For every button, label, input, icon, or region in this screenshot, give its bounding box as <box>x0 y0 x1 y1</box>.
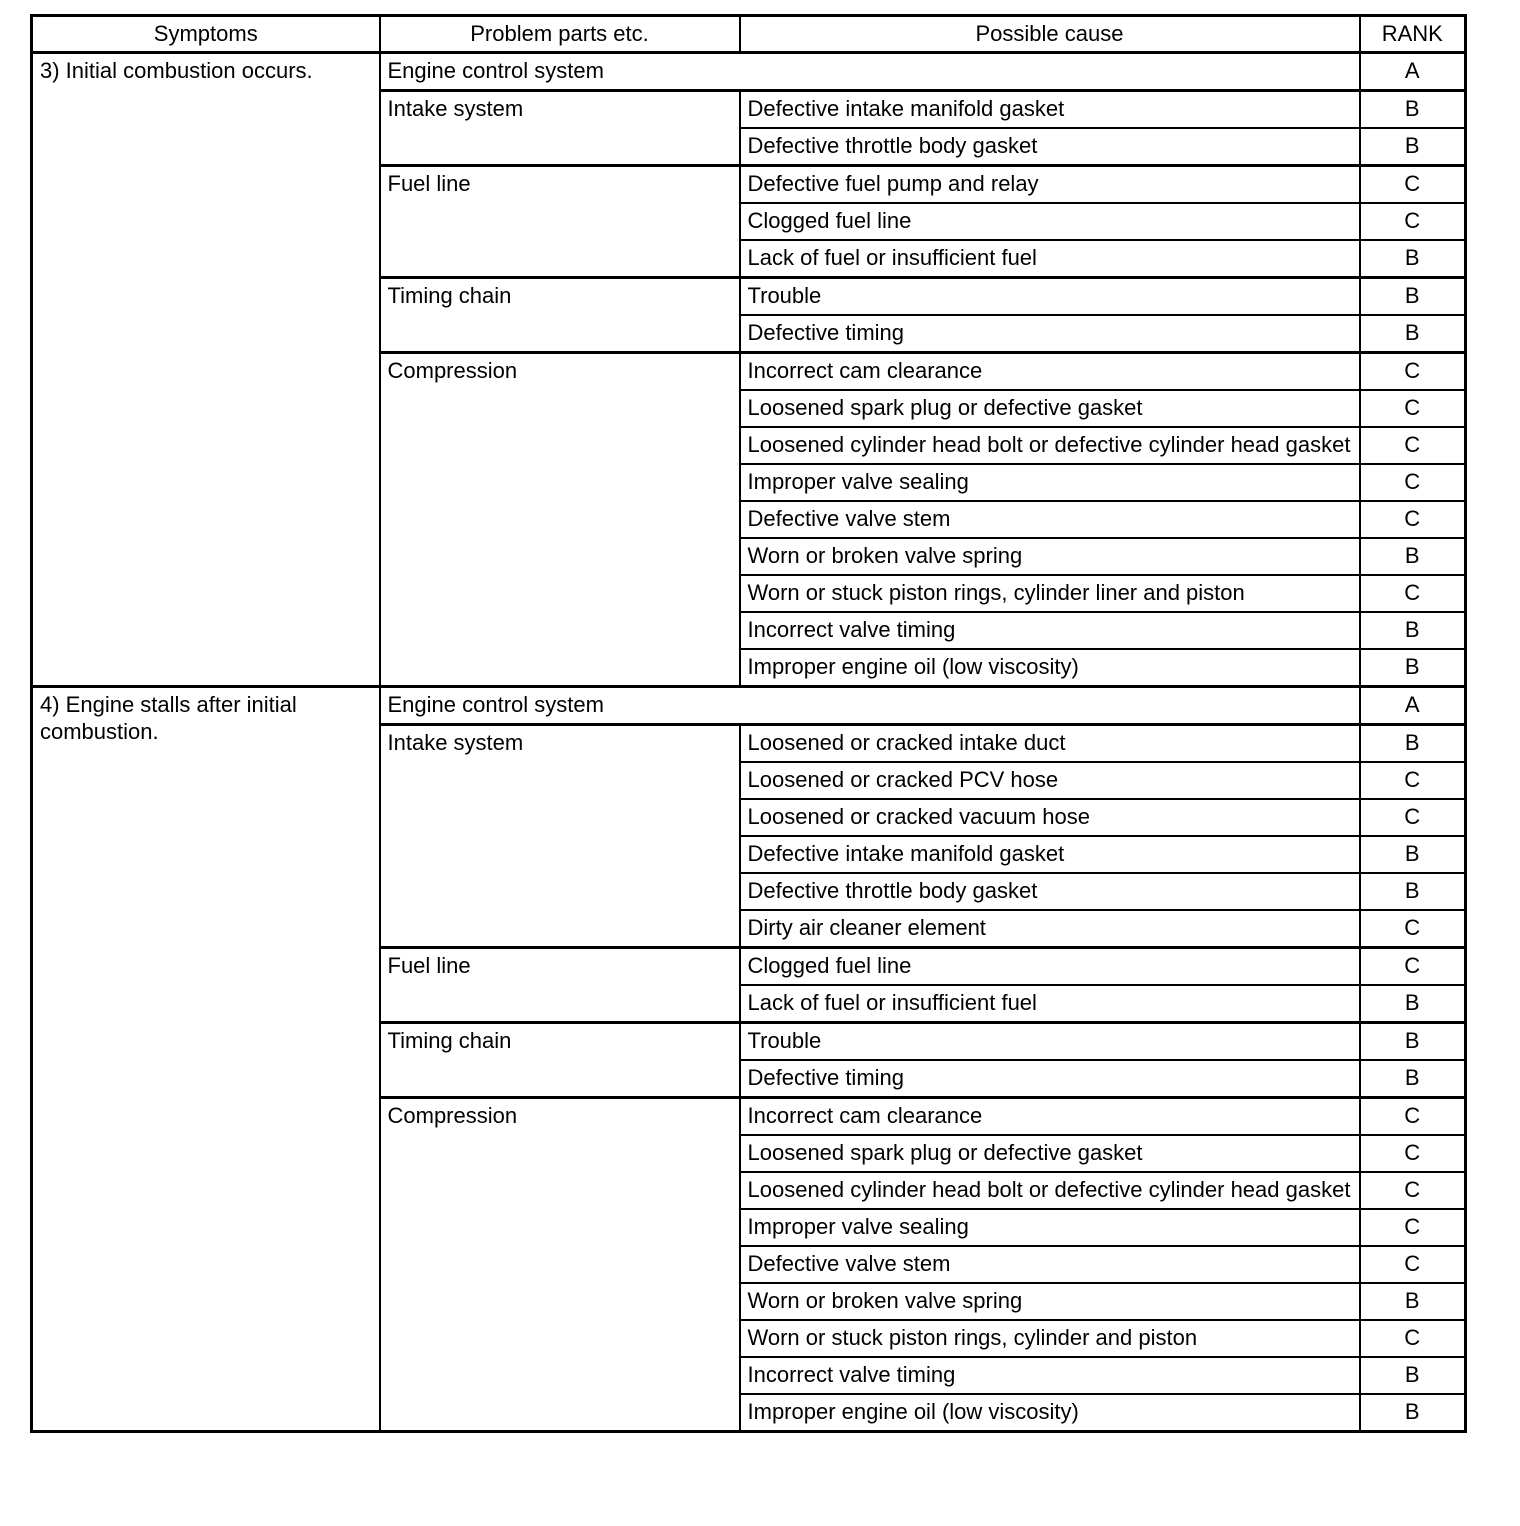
cause-cell: Loosened cylinder head bolt or defective cylinder head gasket <box>740 1172 1360 1209</box>
rank-cell: B <box>1360 128 1466 166</box>
rank-cell: C <box>1360 1135 1466 1172</box>
rank-cell: C <box>1360 1246 1466 1283</box>
rank-cell: C <box>1360 948 1466 986</box>
problem-part-cell: Engine control system <box>380 687 1360 725</box>
cause-cell: Defective intake manifold gasket <box>740 91 1360 129</box>
problem-part-cell: Intake system <box>380 725 740 948</box>
cause-cell: Loosened cylinder head bolt or defective cylinder head gasket <box>740 427 1360 464</box>
problem-part-cell: Fuel line <box>380 166 740 278</box>
cause-cell: Defective valve stem <box>740 501 1360 538</box>
rank-cell: C <box>1360 910 1466 948</box>
cause-cell: Defective valve stem <box>740 1246 1360 1283</box>
rank-cell: B <box>1360 985 1466 1023</box>
cause-cell: Defective timing <box>740 1060 1360 1098</box>
table-row <box>32 687 1466 725</box>
cause-cell: Trouble <box>740 278 1360 316</box>
rank-cell: C <box>1360 166 1466 204</box>
cause-cell: Incorrect valve timing <box>740 612 1360 649</box>
cause-cell: Lack of fuel or insufficient fuel <box>740 985 1360 1023</box>
rank-cell: B <box>1360 315 1466 353</box>
problem-part-cell: Intake system <box>380 91 740 166</box>
rank-cell: B <box>1360 649 1466 687</box>
rank-cell: C <box>1360 390 1466 427</box>
rank-cell: A <box>1360 53 1466 91</box>
rank-cell: B <box>1360 1023 1466 1061</box>
cause-cell: Clogged fuel line <box>740 203 1360 240</box>
symptom-cell: 4) Engine stalls after initial combustion. <box>32 687 380 1432</box>
problem-part-cell: Engine control system <box>380 53 1360 91</box>
cause-cell: Defective timing <box>740 315 1360 353</box>
col-header-symptoms: Symptoms <box>32 16 380 53</box>
rank-cell: C <box>1360 1098 1466 1136</box>
cause-cell: Improper engine oil (low viscosity) <box>740 649 1360 687</box>
table-row <box>32 53 1466 91</box>
cause-cell: Improper engine oil (low viscosity) <box>740 1394 1360 1432</box>
rank-cell: B <box>1360 538 1466 575</box>
table-body <box>32 53 1466 1432</box>
rank-cell: B <box>1360 836 1466 873</box>
col-header-possible-cause: Possible cause <box>740 16 1360 53</box>
cause-cell: Defective throttle body gasket <box>740 128 1360 166</box>
rank-cell: B <box>1360 1394 1466 1432</box>
col-header-problem-parts: Problem parts etc. <box>380 16 740 53</box>
rank-cell: C <box>1360 501 1466 538</box>
cause-cell: Improper valve sealing <box>740 464 1360 501</box>
rank-cell: B <box>1360 240 1466 278</box>
problem-part-cell: Timing chain <box>380 278 740 353</box>
problem-part-cell: Compression <box>380 353 740 687</box>
cause-cell: Lack of fuel or insufficient fuel <box>740 240 1360 278</box>
cause-cell: Worn or stuck piston rings, cylinder liner and piston <box>740 575 1360 612</box>
rank-cell: C <box>1360 1172 1466 1209</box>
rank-cell: B <box>1360 91 1466 129</box>
cause-cell: Worn or broken valve spring <box>740 1283 1360 1320</box>
cause-cell: Defective fuel pump and relay <box>740 166 1360 204</box>
troubleshooting-table <box>30 14 1467 1433</box>
problem-part-cell: Compression <box>380 1098 740 1432</box>
rank-cell: C <box>1360 575 1466 612</box>
rank-cell: C <box>1360 1320 1466 1357</box>
rank-cell: B <box>1360 873 1466 910</box>
rank-cell: B <box>1360 1060 1466 1098</box>
rank-cell: C <box>1360 464 1466 501</box>
cause-cell: Improper valve sealing <box>740 1209 1360 1246</box>
cause-cell: Worn or stuck piston rings, cylinder and piston <box>740 1320 1360 1357</box>
rank-cell: A <box>1360 687 1466 725</box>
cause-cell: Incorrect cam clearance <box>740 353 1360 391</box>
cause-cell: Defective throttle body gasket <box>740 873 1360 910</box>
cause-cell: Trouble <box>740 1023 1360 1061</box>
rank-cell: B <box>1360 1357 1466 1394</box>
rank-cell: B <box>1360 725 1466 763</box>
cause-cell: Dirty air cleaner element <box>740 910 1360 948</box>
cause-cell: Loosened or cracked vacuum hose <box>740 799 1360 836</box>
rank-cell: C <box>1360 799 1466 836</box>
rank-cell: C <box>1360 1209 1466 1246</box>
cause-cell: Loosened or cracked PCV hose <box>740 762 1360 799</box>
cause-cell: Incorrect cam clearance <box>740 1098 1360 1136</box>
header-row <box>32 16 1466 53</box>
cause-cell: Incorrect valve timing <box>740 1357 1360 1394</box>
cause-cell: Worn or broken valve spring <box>740 538 1360 575</box>
problem-part-cell: Fuel line <box>380 948 740 1023</box>
problem-part-cell: Timing chain <box>380 1023 740 1098</box>
cause-cell: Loosened spark plug or defective gasket <box>740 390 1360 427</box>
rank-cell: C <box>1360 203 1466 240</box>
rank-cell: C <box>1360 353 1466 391</box>
cause-cell: Loosened spark plug or defective gasket <box>740 1135 1360 1172</box>
rank-cell: C <box>1360 762 1466 799</box>
col-header-rank: RANK <box>1360 16 1466 53</box>
symptom-cell: 3) Initial combustion occurs. <box>32 53 380 687</box>
cause-cell: Defective intake manifold gasket <box>740 836 1360 873</box>
cause-cell: Loosened or cracked intake duct <box>740 725 1360 763</box>
rank-cell: B <box>1360 612 1466 649</box>
rank-cell: B <box>1360 1283 1466 1320</box>
rank-cell: B <box>1360 278 1466 316</box>
table-header <box>32 16 1466 53</box>
rank-cell: C <box>1360 427 1466 464</box>
cause-cell: Clogged fuel line <box>740 948 1360 986</box>
